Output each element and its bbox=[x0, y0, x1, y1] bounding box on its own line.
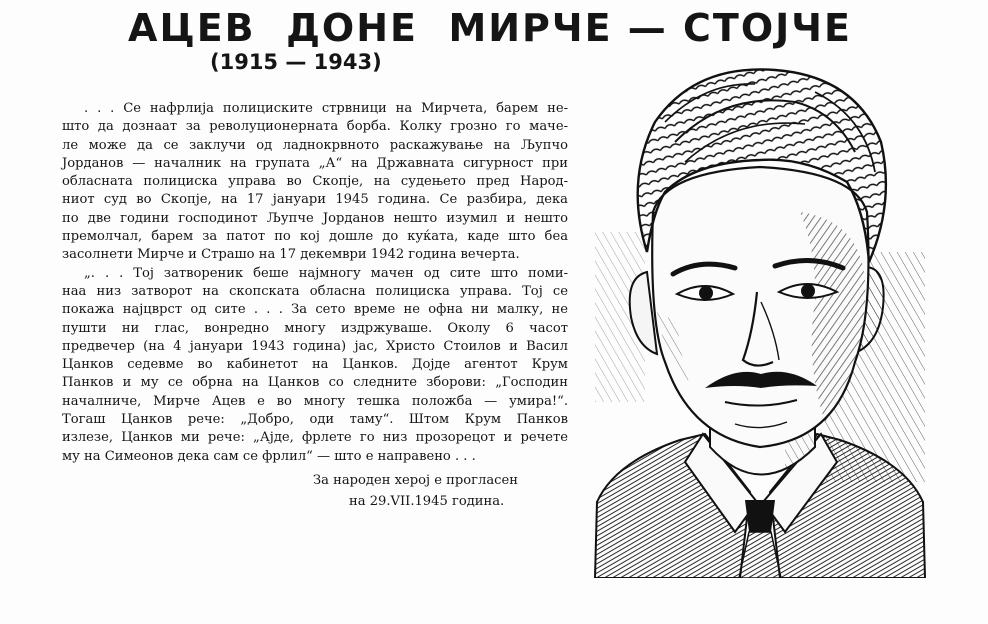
page-title: АЦЕВ ДОНЕ МИРЧЕ — СТОЈЧЕ bbox=[128, 6, 852, 50]
paragraph-2 bbox=[62, 265, 568, 466]
text-line: Тогаш Цанков рече: „Добро, оди таму“. Штом Крум Панков bbox=[62, 412, 568, 428]
text-line: „. . . Тој затвореник беше најмногу мачен од сите што поми- bbox=[84, 265, 568, 281]
text-line: засолнети Мирче и Страшо на 17 декември 1942 година вечерта. bbox=[62, 247, 520, 263]
text-line: Јорданов — началник на групата „А“ на Државната сигурност при bbox=[62, 155, 568, 171]
text-line: ле може да се заклучи од ладнокрвното раскажување на Љупчо bbox=[62, 137, 568, 153]
life-years: (1915 — 1943) bbox=[210, 50, 382, 74]
text-line: излезе, Цанков ми рече: „Ајде, фрлете го низ прозорецот и речете bbox=[62, 430, 568, 446]
text-line: Цанков седевме во кабинетот на Цанков. Дојде агентот Крум bbox=[62, 357, 568, 373]
text-line: . . . Се нафрлија полициските стрвници на Мирчета, барем не- bbox=[84, 101, 568, 116]
text-line: предвечер (на 4 јануари 1943 година) јас, Христо Стоилов и Васил bbox=[62, 338, 568, 354]
text-line: обласната полициска управа во Скопје, на судењето пред Народ- bbox=[62, 174, 568, 190]
text-line: пушти ни глас, вонредно многу издржуваше. Околу 6 часот bbox=[62, 320, 568, 336]
closing-line-2: на 29.VII.1945 година. bbox=[349, 494, 505, 509]
closing-note bbox=[313, 470, 543, 512]
text-line: покажа најцврст од сите . . . За сето време не офна ни малку, не bbox=[62, 302, 568, 318]
text-line: по две години господинот Љупче Јорданов нешто изумил и нешто bbox=[62, 210, 568, 226]
portrait-drawing bbox=[585, 62, 930, 578]
paragraph-1 bbox=[62, 100, 568, 265]
text-line: ниот суд во Скопје, на 17 јануари 1945 година. Се разбира, дека bbox=[62, 192, 568, 208]
text-line: премолчал, барем за патот по кој дошле до куќата, каде што беа bbox=[62, 229, 568, 245]
text-line: наа низ затворот на скопската обласна полициска управа. Тој се bbox=[62, 283, 568, 299]
text-line: Панков и му се обрна на Цанков со следните зборови: „Господин bbox=[62, 375, 568, 391]
closing-line-1: За народен херој е прогласен bbox=[313, 473, 518, 488]
text-line: што да дознаат за револуционерната борба. Колку грозно го маче- bbox=[62, 119, 568, 135]
text-line: началниче, Мирче Ацев е во многу тешка положба — умира!“. bbox=[62, 393, 568, 409]
body-text bbox=[62, 100, 568, 466]
text-line: му на Симеонов дека сам се фрлил“ — што е направено . . . bbox=[62, 448, 476, 464]
